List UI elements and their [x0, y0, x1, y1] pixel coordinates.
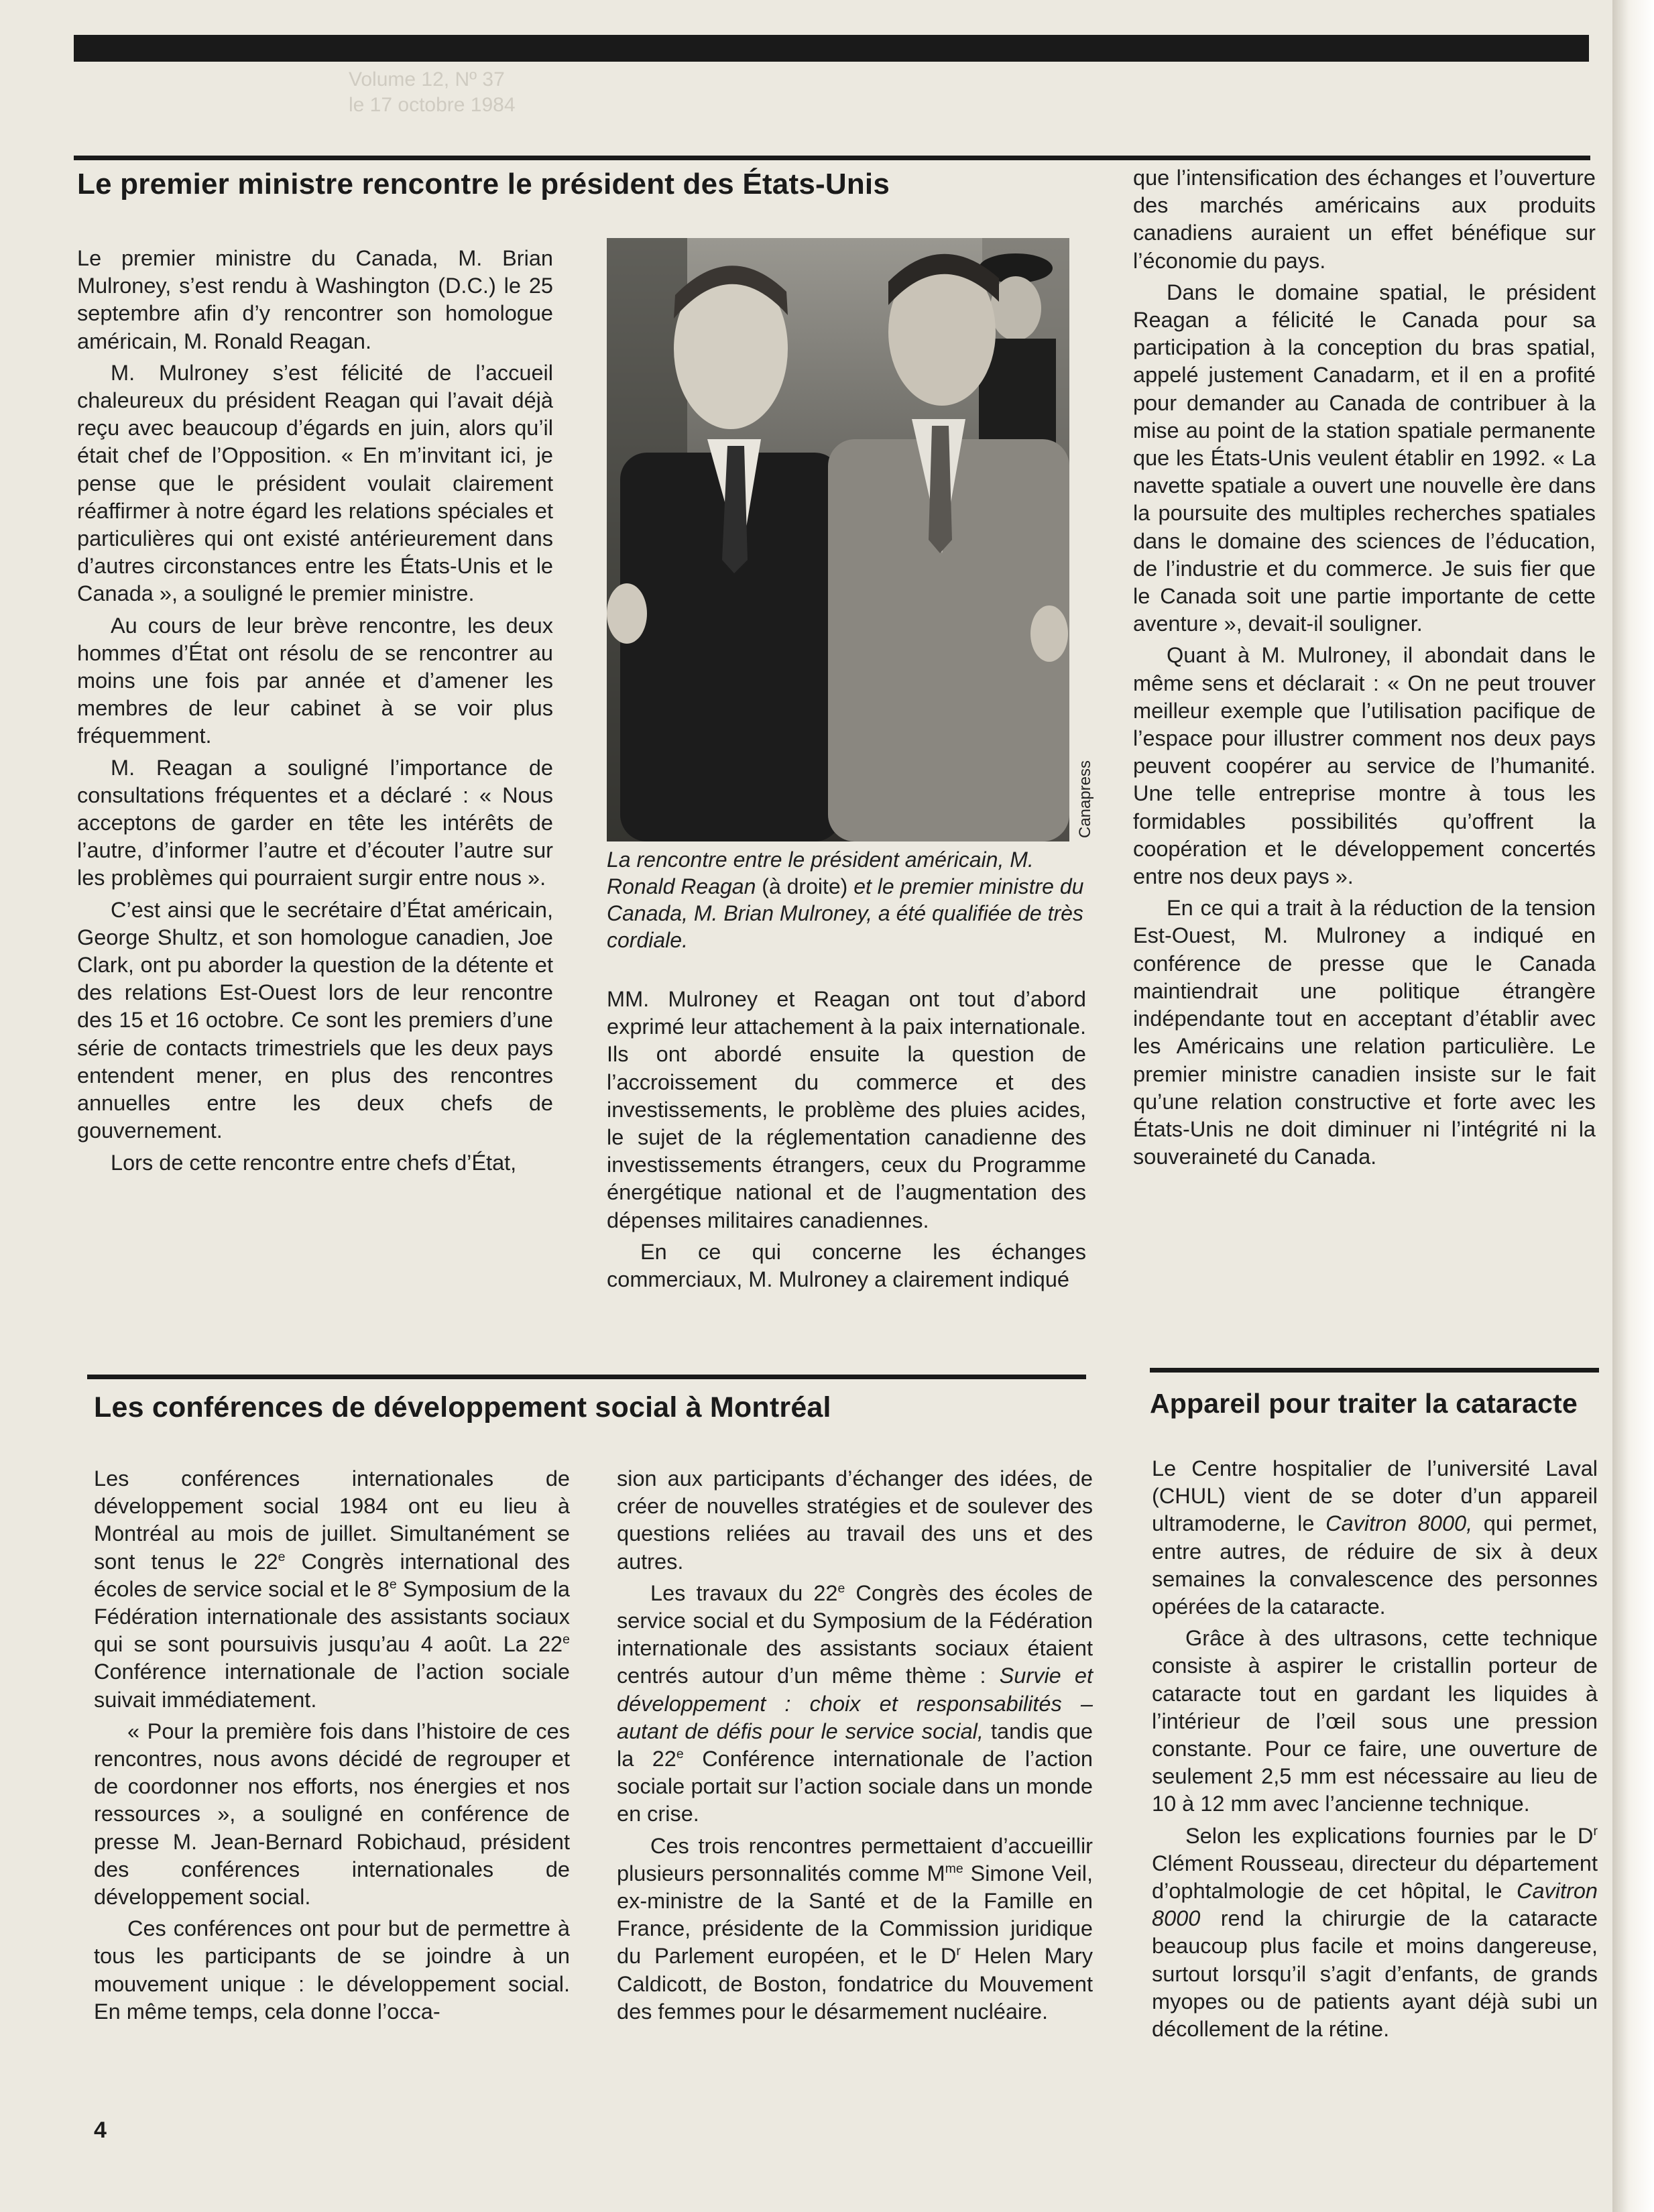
paragraph: Lors de cette rencontre entre chefs d’État,	[111, 1150, 517, 1175]
bleed-through-masthead: Volume 12, Nº 37 le 17 octobre 1984	[349, 68, 516, 116]
paragraph: Au cours de leur brève rencontre, les deux hommes d’État ont résolu de se rencontrer au moins une fois par année et d’amener les membres de leur cabinet à se voir plus fréquemment.	[77, 613, 553, 748]
paragraph: Quant à M. Mulroney, il abondait dans le même sens et déclarait : « On ne peut trouver meilleur exemple que l’utilisation pacifique de l’espace pour illustrer comment nos deux pays peuvent coopérer au service de l’humanité. Une telle entreprise montre à tous les formidables possibilités qu’offrent la coopération et le développement concertés entre nos deux pays ».	[1133, 643, 1596, 889]
paragraph: Le premier ministre du Canada, M. Brian Mulroney, s’est rendu à Washington (D.C.) le 25 septembre afin d’y rencontrer son homologue américain, M. Ronald Reagan.	[77, 246, 553, 353]
paragraph: C’est ainsi que le secrétaire d’État américain, George Shultz, et son homologue canadien, Joe Clark, ont pu aborder la question de la détente et des relations Est-Ouest lors de leur rencontre des 15 et 16 octobre. Ce sont les premiers d’une série de contacts trimestriels que les deux pays entendent mener, en plus des rencontres annuelles entre les deux chefs de gouvernement.	[77, 897, 553, 1143]
photo-illustration	[607, 238, 1069, 841]
article2-rule	[87, 1375, 1086, 1379]
article1-column-3	[1133, 164, 1596, 1171]
article3-rule	[1150, 1368, 1599, 1373]
top-rule-bar	[74, 35, 1589, 62]
photo-caption: La rencontre entre le président américain, M. Ronald Reagan (à droite) et le premier ministre du Canada, M. Brian Mulroney, a été qualifiée de très cordiale.	[607, 848, 1084, 952]
paragraph: sion aux participants d’échanger des idées, de créer de nouvelles stratégies et de soulever des questions reliées au travail des uns et des autres.	[617, 1466, 1093, 1574]
press-photo	[607, 238, 1069, 841]
article1-rule	[74, 156, 1590, 160]
paragraph: Grâce à des ultrasons, cette technique consiste à aspirer le cristallin porteur de cataracte tout en gardant les liquides à l’intérieur de l’œil sous une pression constante. Pour ce faire, une ouverture de seulement 2,5 mm est nécessaire au lieu de 10 à 12 mm avec l’ancienne technique.	[1152, 1626, 1598, 1816]
paragraph: Ces conférences ont pour but de permettre à tous les participants de se joindre à un mouvement unique : le développement social. En même temps, cela donne l’occa-	[94, 1916, 570, 2024]
paragraph: M. Reagan a souligné l’importance de consultations fréquentes et a déclaré : « Nous acceptons de garder en tête les intérêts de l’autre, d’informer l’autre et d’écouter l’autre sur les problèmes qui pourraient surgir entre nous ».	[77, 755, 553, 890]
article1-column-1	[77, 245, 553, 1177]
page-number: 4	[94, 2117, 107, 2143]
paragraph: « Pour la première fois dans l’histoire de ces rencontres, nous avons décidé de regrouper et de coordonner nos efforts, nos énergies et nos ressources », a souligné en conférence de presse M. Jean-Bernard Robichaud, président des conférences internationales de développement social.	[94, 1719, 570, 1910]
article3-headline: Appareil pour traiter la cataracte	[1150, 1388, 1578, 1419]
paragraph: Dans le domaine spatial, le président Reagan a félicité le Canada pour sa participation à la conception du bras spatial, appelé justement Canadarm, et il en a profité pour demander au Canada de contribuer à la mise au point de la station spatiale permanente que les États-Unis veulent établir en 1992. « La navette spatiale a ouvert une nouvelle ère dans la poursuite des multiples recherches spatiales dans le domaine des sciences de l’éducation, de l’industrie et du commerce. Je suis fier que le Canada soit une partie importante de cette aventure », devait-il souligner.	[1133, 280, 1596, 636]
binding-edge	[1612, 0, 1654, 2212]
article3-column	[1152, 1455, 1598, 2043]
paragraph: Ces trois rencontres permettaient d’accueillir plusieurs personnalités comme $M^{me}$ Simone Veil, ex-ministre de la Santé et de la Famille en France, présidente de la Commission juridique du Parlement européen, et le $D^r$ Helen Mary Caldicott, de Boston, fondatrice du Mouvement des femmes pour le désarmement nucléaire.	[617, 1833, 1094, 2024]
paragraph: M. Mulroney s’est félicité de l’accueil chaleureux du président Reagan qui l’avait déjà reçu avec beaucoup d’égards en juin, alors qu’il était chef de l’Opposition. « En m’invitant ici, je pense que le président voulait clairement réaffirmer à notre égard les relations spéciales et particulières qui ont existé antérieurement dans d’autres circonstances entre les États-Unis et le Canada », a souligné le premier ministre.	[77, 360, 553, 606]
paragraph: Le Centre hospitalier de l’université Laval (CHUL) vient de se doter d’un appareil ultramoderne, le Cavitron 8000, qui permet, entre autres, de réduire de six à deux semaines la convalescence des personnes opérées de la cataracte.	[1152, 1456, 1598, 1619]
paragraph: Selon les explications fournies par le $D^r$ Clément Rousseau, directeur du département d’ophtalmologie de cet hôpital, le Cavitron 8000 rend la chirurgie de la cataracte beaucoup plus facile et moins dangereuse, surtout lorsqu’il s’agit d’enfants, de grands myopes ou de patients ayant déjà subi un décollement de la rétine.	[1152, 1823, 1598, 2042]
paragraph: que l’intensification des échanges et l’ouverture des marchés américains aux produits canadiens auraient un effet bénéfique sur l’économie du pays.	[1133, 166, 1596, 273]
article1-column-2	[607, 986, 1086, 1293]
article2-column-1	[94, 1465, 570, 2026]
paragraph: En ce qui concerne les échanges commerciaux, M. Mulroney a clairement indiqué	[607, 1239, 1086, 1292]
article1-headline: Le premier ministre rencontre le président des États-Unis	[77, 168, 890, 200]
paragraph: En ce qui a trait à la réduction de la tension Est-Ouest, M. Mulroney a indiqué en conférence de presse que le Canada maintiendrait une politique étrangère indépendante tout en acceptant d’établir avec les Américains une relation particulière. Le premier ministre canadien insiste sur le fait qu’une relation constructive et forte avec les États-Unis ne doit diminuer ni l’intégrité ni la souveraineté du Canada.	[1133, 896, 1596, 1169]
photo-credit: Canapress	[1076, 760, 1094, 838]
article2-headline: Les conférences de développement social à Montréal	[94, 1391, 831, 1423]
paragraph: MM. Mulroney et Reagan ont tout d’abord exprimé leur attachement à la paix internationale. Ils ont abordé ensuite la question de l’accroissement du commerce et des investissements, le problème des pluies acides, le sujet de la réglementation canadienne des investissements étrangers, ceux du Programme énergétique national et de l’augmentation des dépenses militaires canadiennes.	[607, 987, 1086, 1232]
paragraph: Les travaux du 22e Congrès des écoles de service social et du Symposium de la Fédération internationale des assistants sociaux étaient centrés autour d’un même thème : Survie et développement : choix et responsabilités – autant de défis pour le service social, tandis que la 22e Conférence internationale de l’action sociale portait sur l’action sociale dans un monde en crise.	[617, 1580, 1093, 1826]
paragraph: Les conférences internationales de développement social 1984 ont eu lieu à Montréal au mois de juillet. Simultanément se sont tenus le 22e Congrès international des écoles de service social et le 8e Symposium de la Fédération internationale des assistants sociaux qui se sont poursuivis jusqu’au 4 août. La 22e Conférence internationale de l’action sociale suivait immédiatement.	[94, 1466, 571, 1712]
article2-column-2	[617, 1465, 1093, 2026]
